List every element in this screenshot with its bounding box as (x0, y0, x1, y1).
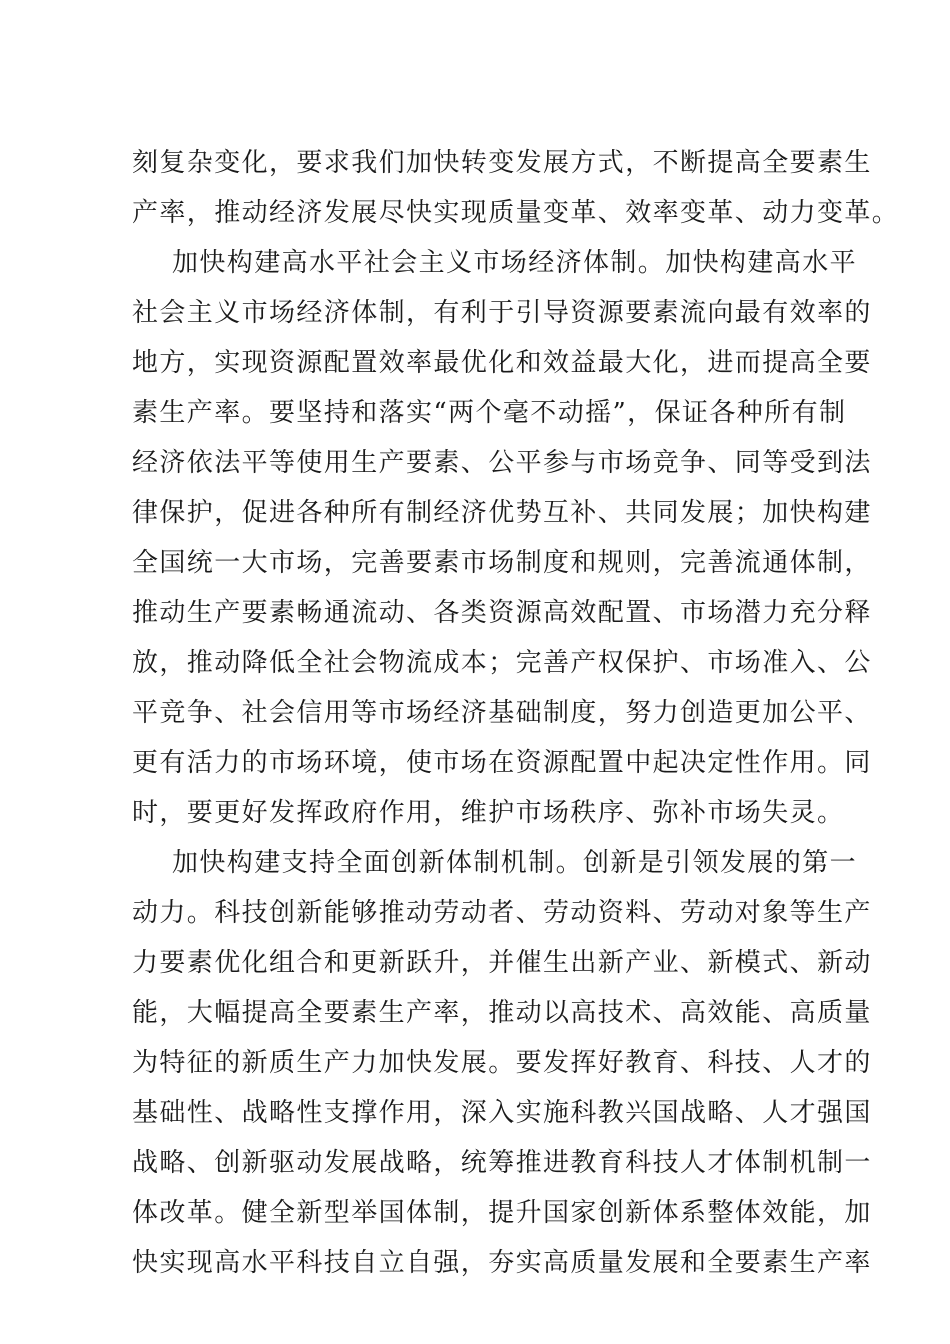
text-line: 律保护，促进各种所有制经济优势互补、共同发展；加快构建 (132, 498, 872, 528)
text-line: 素生产率。要坚持和落实“两个毫不动摇”，保证各种所有制 (132, 398, 847, 428)
text-line: 时，要更好发挥政府作用，维护市场秩序、弥补市场失灵。 (132, 798, 845, 828)
text-line: 推动生产要素畅通流动、各类资源高效配置、市场潜力充分释 (132, 598, 872, 628)
text-line: 体改革。健全新型举国体制，提升国家创新体系整体效能，加 (132, 1198, 872, 1228)
text-line: 快实现高水平科技自立自强，夯实高质量发展和全要素生产率 (132, 1248, 872, 1278)
text-line: 更有活力的市场环境，使市场在资源配置中起决定性作用。同 (132, 748, 872, 778)
text-line: 能，大幅提高全要素生产率，推动以高技术、高效能、高质量 (132, 998, 872, 1028)
text-line: 动力。科技创新能够推动劳动者、劳动资料、劳动对象等生产 (132, 898, 872, 928)
paragraph-heading-line: 加快构建支持全面创新体制机制。创新是引领发展的第一 (172, 848, 858, 878)
text-line: 基础性、战略性支撑作用，深入实施科教兴国战略、人才强国 (132, 1098, 872, 1128)
text-line: 平竞争、社会信用等市场经济基础制度，努力创造更加公平、 (132, 698, 872, 728)
text-line: 放，推动降低全社会物流成本；完善产权保护、市场准入、公 (132, 648, 872, 678)
text-line: 经济依法平等使用生产要素、公平参与市场竞争、同等受到法 (132, 448, 872, 478)
text-line: 战略、创新驱动发展战略，统筹推进教育科技人才体制机制一 (132, 1148, 872, 1178)
paragraph-heading-line: 加快构建高水平社会主义市场经济体制。加快构建高水平 (172, 248, 858, 278)
body-text (132, 138, 900, 1288)
text-line: 地方，实现资源配置效率最优化和效益最大化，进而提高全要 (132, 348, 872, 378)
text-line: 产率，推动经济发展尽快实现质量变革、效率变革、动力变革。 (132, 198, 900, 228)
text-line: 力要素优化组合和更新跃升，并催生出新产业、新模式、新动 (132, 948, 872, 978)
text-line: 全国统一大市场，完善要素市场制度和规则，完善流通体制， (132, 548, 872, 578)
text-line: 为特征的新质生产力加快发展。要发挥好教育、科技、人才的 (132, 1048, 872, 1078)
text-line: 社会主义市场经济体制，有利于引导资源要素流向最有效率的 (132, 298, 872, 328)
text-line: 刻复杂变化，要求我们加快转变发展方式，不断提高全要素生 (132, 148, 872, 178)
